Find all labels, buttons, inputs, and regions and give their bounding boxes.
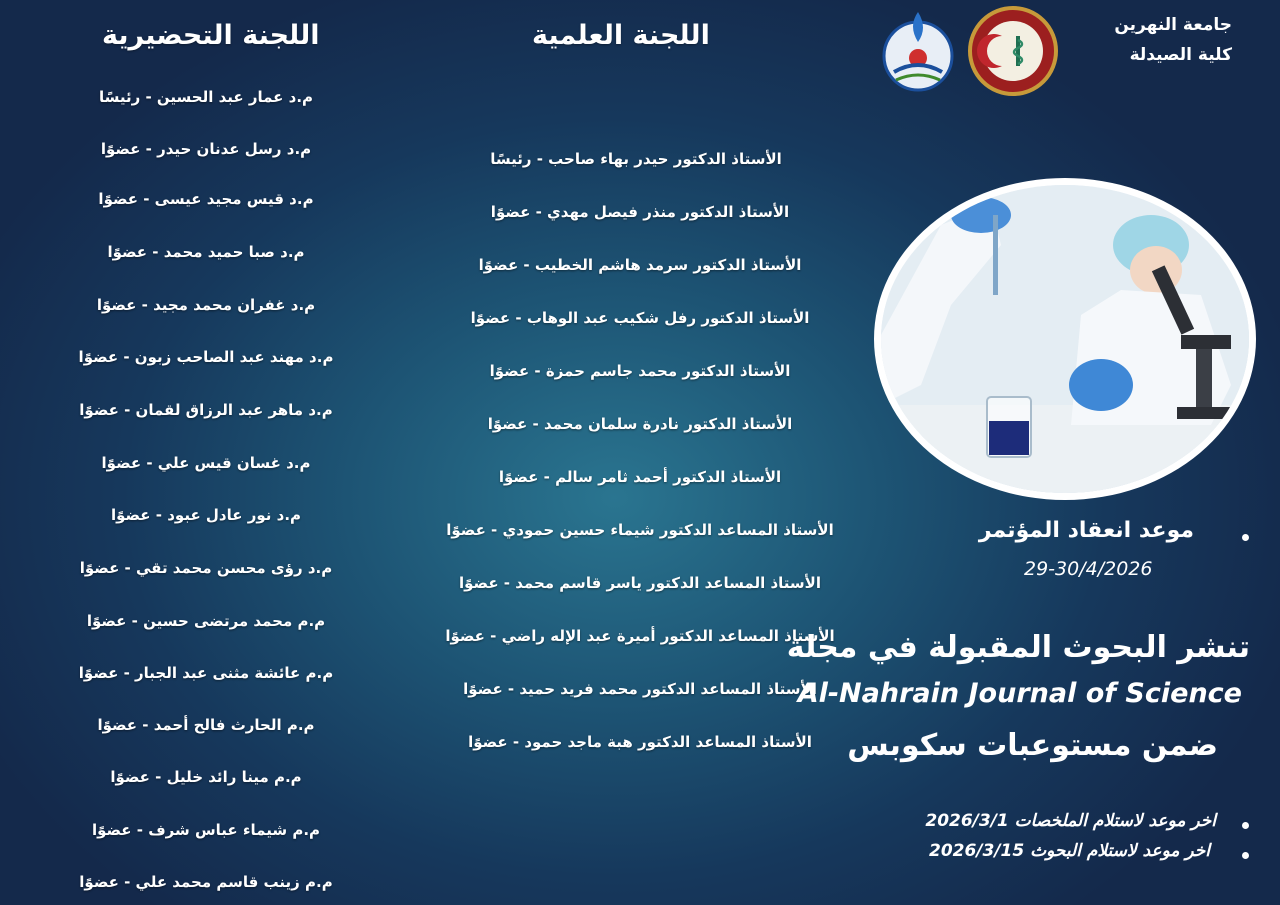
- publication-line-1: تنشر البحوث المقبولة في مجلة: [786, 630, 1250, 665]
- list-item: م.م زينب قاسم محمد علي - عضوًا: [79, 873, 333, 891]
- publication-line-2: ضمن مستوعبات سكوبس: [847, 728, 1218, 763]
- list-item: الأستاذ المساعد الدكتور محمد فريد حميد - عضوًا: [463, 680, 817, 698]
- list-item: م.م الحارث فالح أحمد - عضوًا: [97, 716, 315, 734]
- university-header: [1114, 10, 1232, 70]
- list-item: م.د عمار عبد الحسين - رئيسًا: [98, 88, 314, 106]
- conference-date-label: موعد انعقاد المؤتمر: [978, 518, 1194, 543]
- papers-deadline: اخر موعد لاستلام البحوث 2026/3/15: [929, 841, 1210, 861]
- university-logo-icon: [878, 6, 958, 96]
- list-item: الأستاذ الدكتور محمد جاسم حمزة - عضوًا: [489, 362, 791, 380]
- list-item: م.د رسل عدنان حيدر - عضوًا: [100, 140, 312, 158]
- list-item: م.د غفران محمد مجيد - عضوًا: [96, 296, 316, 314]
- preparatory-committee-title: اللجنة التحضيرية: [102, 20, 320, 51]
- journal-name: Al-Nahrain Journal of Science: [797, 678, 1242, 709]
- bullet-icon: [1242, 822, 1249, 829]
- list-item: م.د غسان قيس علي - عضوًا: [101, 454, 311, 472]
- list-item: م.د ماهر عبد الرزاق لقمان - عضوًا: [79, 401, 333, 419]
- list-item: الأستاذ الدكتور نادرة سلمان محمد - عضوًا: [487, 415, 793, 433]
- conference-date: 29-30/4/2026: [1024, 558, 1153, 580]
- list-item: م.د صبا حميد محمد - عضوًا: [107, 243, 305, 261]
- list-item: م.د نور عادل عبود - عضوًا: [110, 506, 302, 524]
- bullet-icon: [1242, 534, 1249, 541]
- list-item: الأستاذ المساعد الدكتور شيماء حسين حمودي - عضوًا: [446, 521, 834, 539]
- list-item: م.م مينا رائد خليل - عضوًا: [110, 768, 302, 786]
- bullet-icon: [1242, 852, 1249, 859]
- list-item: م.م عائشة مثنى عبد الجبار - عضوًا: [78, 664, 334, 682]
- list-item: م.د مهند عبد الصاحب زبون - عضوًا: [78, 348, 334, 366]
- list-item: الأستاذ الدكتور سرمد هاشم الخطيب - عضوًا: [478, 256, 802, 274]
- list-item: الأستاذ الدكتور رفل شكيب عبد الوهاب - عضوًا: [470, 309, 810, 327]
- scientific-committee-title: اللجنة العلمية: [532, 20, 710, 51]
- university-name: جامعة النهرين: [1114, 15, 1232, 35]
- list-item: م.م شيماء عباس شرف - عضوًا: [91, 821, 321, 839]
- laboratory-scientist-icon: [874, 178, 1256, 500]
- list-item: م.د رؤى محسن محمد تقي - عضوًا: [79, 559, 333, 577]
- list-item: الأستاذ المساعد الدكتور هبة ماجد حمود - عضوًا: [468, 733, 812, 751]
- list-item: الأستاذ المساعد الدكتور أميرة عبد الإله راضي - عضوًا: [445, 627, 835, 645]
- list-item: الأستاذ الدكتور أحمد ثامر سالم - عضوًا: [498, 468, 782, 486]
- list-item: الأستاذ الدكتور حيدر بهاء صاحب - رئيسًا: [490, 150, 782, 168]
- list-item: الأستاذ المساعد الدكتور ياسر قاسم محمد - عضوًا: [459, 574, 821, 592]
- abstracts-deadline: اخر موعد لاستلام الملخصات 2026/3/1: [925, 811, 1216, 831]
- college-name: كلية الصيدلة: [1129, 45, 1232, 65]
- list-item: الأستاذ الدكتور منذر فيصل مهدي - عضوًا: [490, 203, 790, 221]
- list-item: م.م محمد مرتضى حسين - عضوًا: [86, 612, 326, 630]
- pharmacy-college-logo-icon: [968, 6, 1058, 96]
- list-item: م.د قيس مجيد عيسى - عضوًا: [98, 190, 314, 208]
